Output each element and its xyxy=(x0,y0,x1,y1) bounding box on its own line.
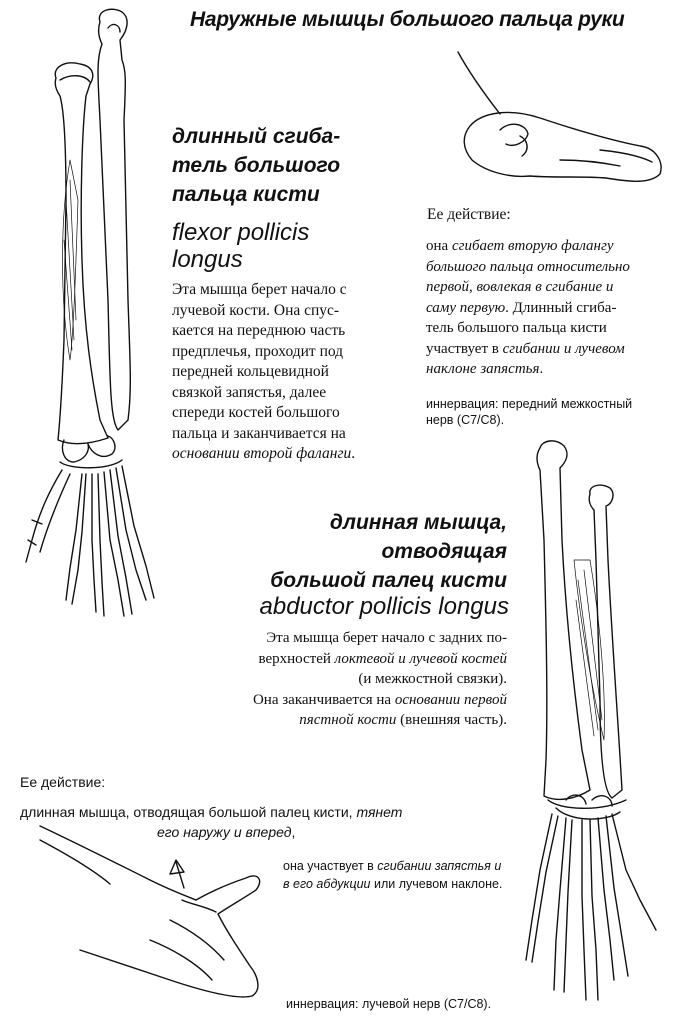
abductor-action-label: Ее действие: xyxy=(20,774,106,790)
flexor-action-line xyxy=(426,359,630,380)
abductor-desc-line xyxy=(253,649,507,670)
flexor-desc-line: спереди костей большого xyxy=(172,404,340,421)
flexor-latin-name xyxy=(172,219,309,273)
abductor-heading-line: длинная мышца, xyxy=(329,511,507,534)
flexor-action-emphasis: большого пальца относительно xyxy=(426,258,630,275)
abductor-action-text: она участвует в xyxy=(283,859,378,873)
abductor-innervation: иннервация: лучевой нерв (C7/C8). xyxy=(286,997,492,1011)
abductor-action-emphasis: сгибании запястья и xyxy=(377,859,502,873)
flexor-action-line xyxy=(426,236,630,257)
abductor-action-text: длинная мышца, отводящая большой палец кисти, xyxy=(20,804,357,820)
flexor-description xyxy=(172,280,355,465)
abductor-desc-emphasis: пястной кости xyxy=(299,712,397,728)
flexor-action-line xyxy=(426,257,630,278)
flexor-desc-line: Эта мышца берет начало с xyxy=(172,281,347,298)
abductor-action-line xyxy=(283,857,502,875)
flexor-action-emphasis: сгибает вторую фалангу xyxy=(451,238,614,254)
abductor-heading-line: отводящая xyxy=(381,540,507,563)
flexor-action-line xyxy=(426,277,630,298)
flexor-action-emphasis: наклоне запястья xyxy=(426,361,540,377)
abductor-action-line xyxy=(20,802,402,822)
flexor-action-line xyxy=(426,339,630,360)
flexor-heading xyxy=(172,122,340,209)
abductor-desc-text: (внешняя часть). xyxy=(396,712,507,728)
flexor-action-text: , xyxy=(468,279,477,295)
abductor-action-line xyxy=(20,822,402,842)
flexor-action-text: . Длинный сгиба- xyxy=(505,299,617,316)
flexor-desc-line: передней кольцевидной xyxy=(172,363,329,380)
flexor-action-text: . xyxy=(539,361,544,377)
flexor-heading-line: длинный сгиба- xyxy=(172,125,341,148)
abductor-desc-line: Эта мышца берет начало с задних по- xyxy=(266,630,507,646)
abductor-desc-text: верхностей xyxy=(258,650,335,667)
abductor-action-text: или лучевом наклоне. xyxy=(370,877,503,891)
abductor-desc-line: (и межкостной связки). xyxy=(358,671,507,687)
flexor-heading-line: тель большого xyxy=(172,154,341,177)
abductor-desc-emphasis: локтевой и лучевой костей xyxy=(334,650,507,667)
abductor-desc-line xyxy=(253,690,507,711)
abductor-latin-name: abductor pollicis longus xyxy=(259,593,509,620)
flexor-desc-line: связкой запястья, далее xyxy=(172,383,327,401)
flexor-desc-post: . xyxy=(351,445,356,462)
flexor-action-emphasis: саму первую xyxy=(426,299,506,316)
abductor-action-emphasis: тянет xyxy=(356,804,403,820)
page-title: Наружные мышцы большого пальца руки xyxy=(190,8,625,31)
abductor-action-text: , xyxy=(291,824,296,840)
flexor-desc-line xyxy=(172,444,355,465)
flexor-action-text: участвует в xyxy=(426,340,503,357)
flexor-desc-line: предплечья, проходит под xyxy=(172,342,344,360)
flexor-desc-line: лучевой кости. Она спус- xyxy=(172,301,340,319)
flexor-action-label: Ее действие: xyxy=(427,206,511,223)
abductor-heading xyxy=(270,508,507,595)
abductor-desc-emphasis: основании первой xyxy=(394,691,507,708)
flexor-action-line: тель большого пальца кисти xyxy=(426,320,607,336)
flexor-heading-line: пальца кисти xyxy=(172,183,320,206)
abductor-desc-text: Она заканчивается на xyxy=(252,691,395,708)
abductor-heading-line: большой палец кисти xyxy=(270,569,507,592)
flexor-action-text: она xyxy=(426,238,452,254)
flexor-desc-line: пальца и заканчивается на xyxy=(172,424,346,442)
flexor-action xyxy=(426,236,630,380)
flexor-insertion-emphasis: основании второй фаланги xyxy=(172,445,352,462)
flexor-latin-line: flexor pollicis xyxy=(172,219,310,246)
flexor-desc-line: кается на переднюю часть xyxy=(172,322,346,339)
abductor-desc-line xyxy=(253,710,507,731)
flexor-action-emphasis: сгибании и лучевом xyxy=(502,340,625,357)
flexor-action-emphasis: вовлекая в сгибание и xyxy=(476,279,614,295)
flexor-innervation-line: нерв (C7/C8). xyxy=(426,413,505,427)
abductor-description xyxy=(253,628,507,731)
flexor-action-line xyxy=(426,298,630,319)
abductor-action-emphasis: в его абдукции xyxy=(283,877,371,891)
abductor-action-line xyxy=(283,875,502,893)
flexor-innervation-line: иннервация: передний межкостный xyxy=(426,397,633,411)
flexor-action-emphasis: первой xyxy=(426,279,469,295)
flexor-latin-line: longus xyxy=(172,246,243,273)
abductor-action-continued xyxy=(283,857,502,893)
flexor-innervation xyxy=(426,396,632,428)
abductor-action-emphasis: его наружу и вперед xyxy=(157,824,292,840)
abductor-action xyxy=(20,802,402,842)
